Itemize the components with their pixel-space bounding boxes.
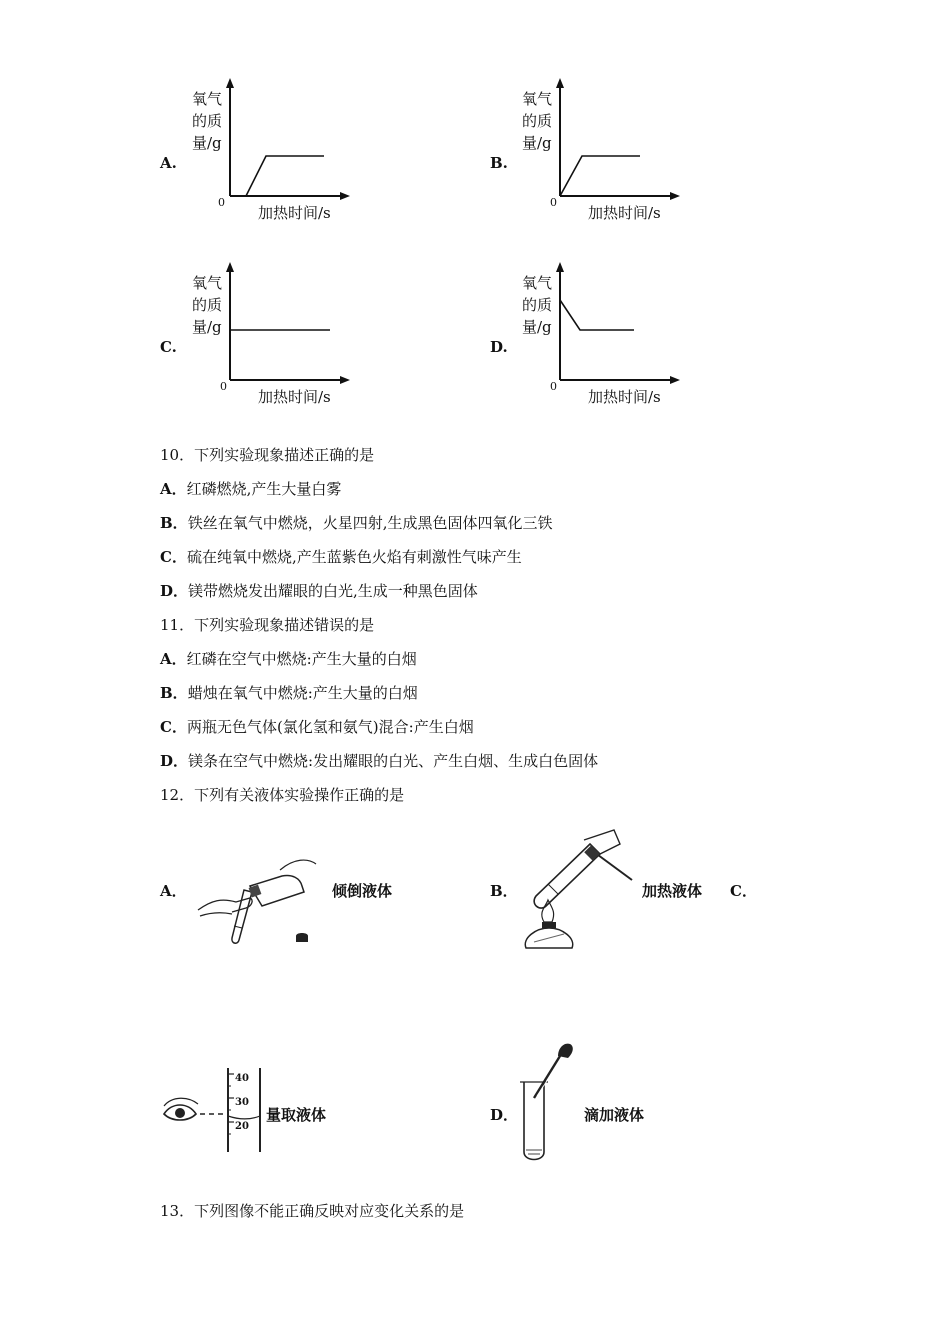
q12-option-d-letter: D． (490, 1106, 519, 1124)
q11-option-c: C．两瓶无色气体(氯化氢和氨气)混合:产生白烟 (160, 718, 474, 736)
q12-stem: 12．下列有关液体实验操作正确的是 (160, 786, 405, 804)
q12-option-c-letter: C． (730, 882, 757, 900)
q12-option-a-caption: 倾倒液体 (332, 882, 393, 900)
graph-c-y-label: 氧气 的质 量/g (192, 274, 223, 336)
pouring-liquid-icon (192, 850, 322, 954)
graph-b-x-label: 加热时间/s (588, 204, 661, 222)
q11-stem: 11．下列实验现象描述错误的是 (160, 616, 375, 634)
graph-d (518, 262, 718, 422)
heating-liquid-icon (518, 826, 638, 960)
graph-b-y-label: 氧气 的质 量/g (522, 90, 553, 152)
q12-option-b-caption: 加热液体 (642, 882, 703, 900)
graph-a (188, 78, 388, 238)
graph-c-x-label: 加热时间/s (258, 388, 331, 406)
graph-c-letter: C. (160, 338, 177, 356)
q12-option-d-caption: 滴加液体 (584, 1106, 645, 1124)
graph-d-curve (560, 300, 634, 330)
q10-option-b: B．铁丝在氧气中燃烧，火星四射,生成黑色固体四氧化三铁 (160, 514, 553, 532)
graph-b-letter: B. (490, 154, 508, 172)
graph-c (188, 262, 388, 422)
graph-a-curve (246, 156, 324, 196)
dropper-icon (512, 1038, 582, 1168)
graph-d-letter: D. (490, 338, 508, 356)
q11-option-d: D．镁条在空气中燃烧:发出耀眼的白光、产生白烟、生成白色固体 (160, 752, 599, 770)
graph-a-letter: A. (160, 154, 177, 172)
q11-option-b: B．蜡烛在氧气中燃烧:产生大量的白烟 (160, 684, 418, 702)
graph-c-origin: 0 (220, 380, 227, 393)
q10-option-d: D．镁带燃烧发出耀眼的白光,生成一种黑色固体 (160, 582, 478, 600)
q12-option-b-letter: B． (490, 882, 518, 900)
cylinder-scale: 40 30 20 (235, 1073, 249, 1132)
graph-d-y-label: 氧气 的质 量/g (522, 274, 553, 336)
graph-d-origin: 0 (550, 380, 557, 393)
q13-stem: 13．下列图像不能正确反映对应变化关系的是 (160, 1202, 465, 1220)
graph-a-y-label: 氧气 的质 量/g (192, 90, 223, 152)
q11-option-a: A．红磷在空气中燃烧:产生大量的白烟 (160, 650, 417, 668)
graph-b (518, 78, 718, 238)
q10-option-a: A．红磷燃烧,产生大量白雾 (160, 480, 342, 498)
q12-option-c-caption: 量取液体 (266, 1106, 327, 1124)
q12-option-a-letter: A． (160, 882, 187, 900)
graph-a-origin: 0 (218, 196, 225, 209)
graph-a-x-label: 加热时间/s (258, 204, 331, 222)
measuring-cylinder-icon (160, 1062, 264, 1158)
graph-d-x-label: 加热时间/s (588, 388, 661, 406)
graph-b-curve (560, 156, 640, 196)
graph-b-origin: 0 (550, 196, 557, 209)
q10-option-c: C．硫在纯氧中燃烧,产生蓝紫色火焰有刺激性气味产生 (160, 548, 522, 566)
q10-stem: 10．下列实验现象描述正确的是 (160, 446, 375, 464)
